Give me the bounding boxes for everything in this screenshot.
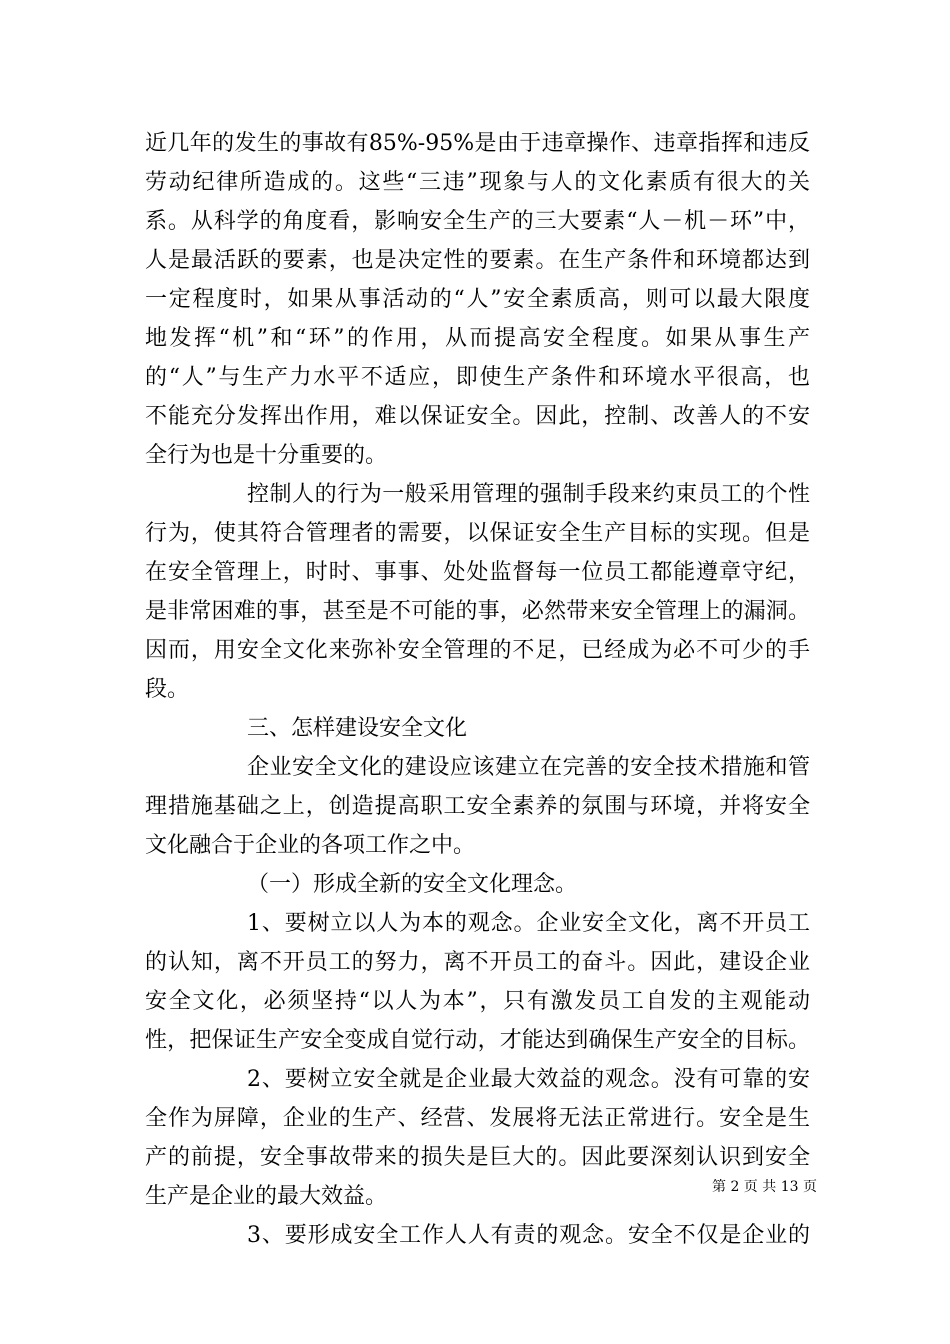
section-heading: 三、怎样建设安全文化 bbox=[247, 716, 468, 741]
text-line: 全作为屏障，企业的生产、经营、发展将无法正常进行。安全是生 bbox=[145, 1106, 810, 1131]
text-line: 近几年的发生的事故有85%-95%是由于违章操作、违章指挥和违反 bbox=[145, 131, 810, 156]
text-line: 的“人”与生产力水平不适应，即使生产条件和环境水平很高，也 bbox=[145, 365, 810, 390]
text-line: 是非常困难的事，甚至是不可能的事，必然带来安全管理上的漏洞。 bbox=[145, 599, 810, 624]
text-line: 不能充分发挥出作用，难以保证安全。因此，控制、改善人的不安 bbox=[145, 404, 810, 429]
body-text bbox=[145, 124, 810, 1255]
text-line: 因而，用安全文化来弥补安全管理的不足，已经成为必不可少的手 bbox=[145, 638, 810, 663]
paragraph-start-line: 2、要树立安全就是企业最大效益的观念。没有可靠的安 bbox=[247, 1067, 810, 1092]
text-line: 人是最活跃的要素，也是决定性的要素。在生产条件和环境都达到 bbox=[145, 248, 810, 273]
text-line: 系。从科学的角度看，影响安全生产的三大要素“人－机－环”中， bbox=[145, 209, 810, 234]
text-line: 地发挥“机”和“环”的作用，从而提高安全程度。如果从事生产 bbox=[145, 326, 810, 351]
paragraph-start-line: 企业安全文化的建设应该建立在完善的安全技术措施和管 bbox=[247, 755, 810, 780]
text-line: 理措施基础之上，创造提高职工安全素养的氛围与环境，并将安全 bbox=[145, 794, 810, 819]
text-line: 劳动纪律所造成的。这些“三违”现象与人的文化素质有很大的关 bbox=[145, 170, 810, 195]
text-line: 一定程度时，如果从事活动的“人”安全素质高，则可以最大限度 bbox=[145, 287, 810, 312]
text-line: 全行为也是十分重要的。 bbox=[145, 443, 388, 468]
text-line: 段。 bbox=[145, 677, 190, 702]
paragraph-start-line: 3、要形成安全工作人人有责的观念。安全不仅是企业的 bbox=[247, 1223, 810, 1248]
text-line: 的认知，离不开员工的努力，离不开员工的奋斗。因此，建设企业 bbox=[145, 950, 810, 975]
text-line: 在安全管理上，时时、事事、处处监督每一位员工都能遵章守纪， bbox=[145, 560, 810, 585]
text-line: 文化融合于企业的各项工作之中。 bbox=[145, 833, 476, 858]
paragraph-start-line: 1、要树立以人为本的观念。企业安全文化，离不开员工 bbox=[247, 911, 810, 936]
text-line: 生产是企业的最大效益。 bbox=[145, 1184, 388, 1209]
subsection-heading: （一）形成全新的安全文化理念。 bbox=[247, 872, 578, 897]
text-line: 行为，使其符合管理者的需要，以保证安全生产目标的实现。但是 bbox=[145, 521, 810, 546]
paragraph-start-line: 控制人的行为一般采用管理的强制手段来约束员工的个性 bbox=[247, 482, 810, 507]
text-line: 安全文化，必须坚持“以人为本”，只有激发员工自发的主观能动 bbox=[145, 989, 810, 1014]
page-number-footer: 第 2 页 共 13 页 bbox=[712, 1179, 817, 1195]
text-line: 产的前提，安全事故带来的损失是巨大的。因此要深刻认识到安全 bbox=[145, 1145, 810, 1170]
text-line: 性，把保证生产安全变成自觉行动，才能达到确保生产安全的目标。 bbox=[145, 1028, 810, 1053]
